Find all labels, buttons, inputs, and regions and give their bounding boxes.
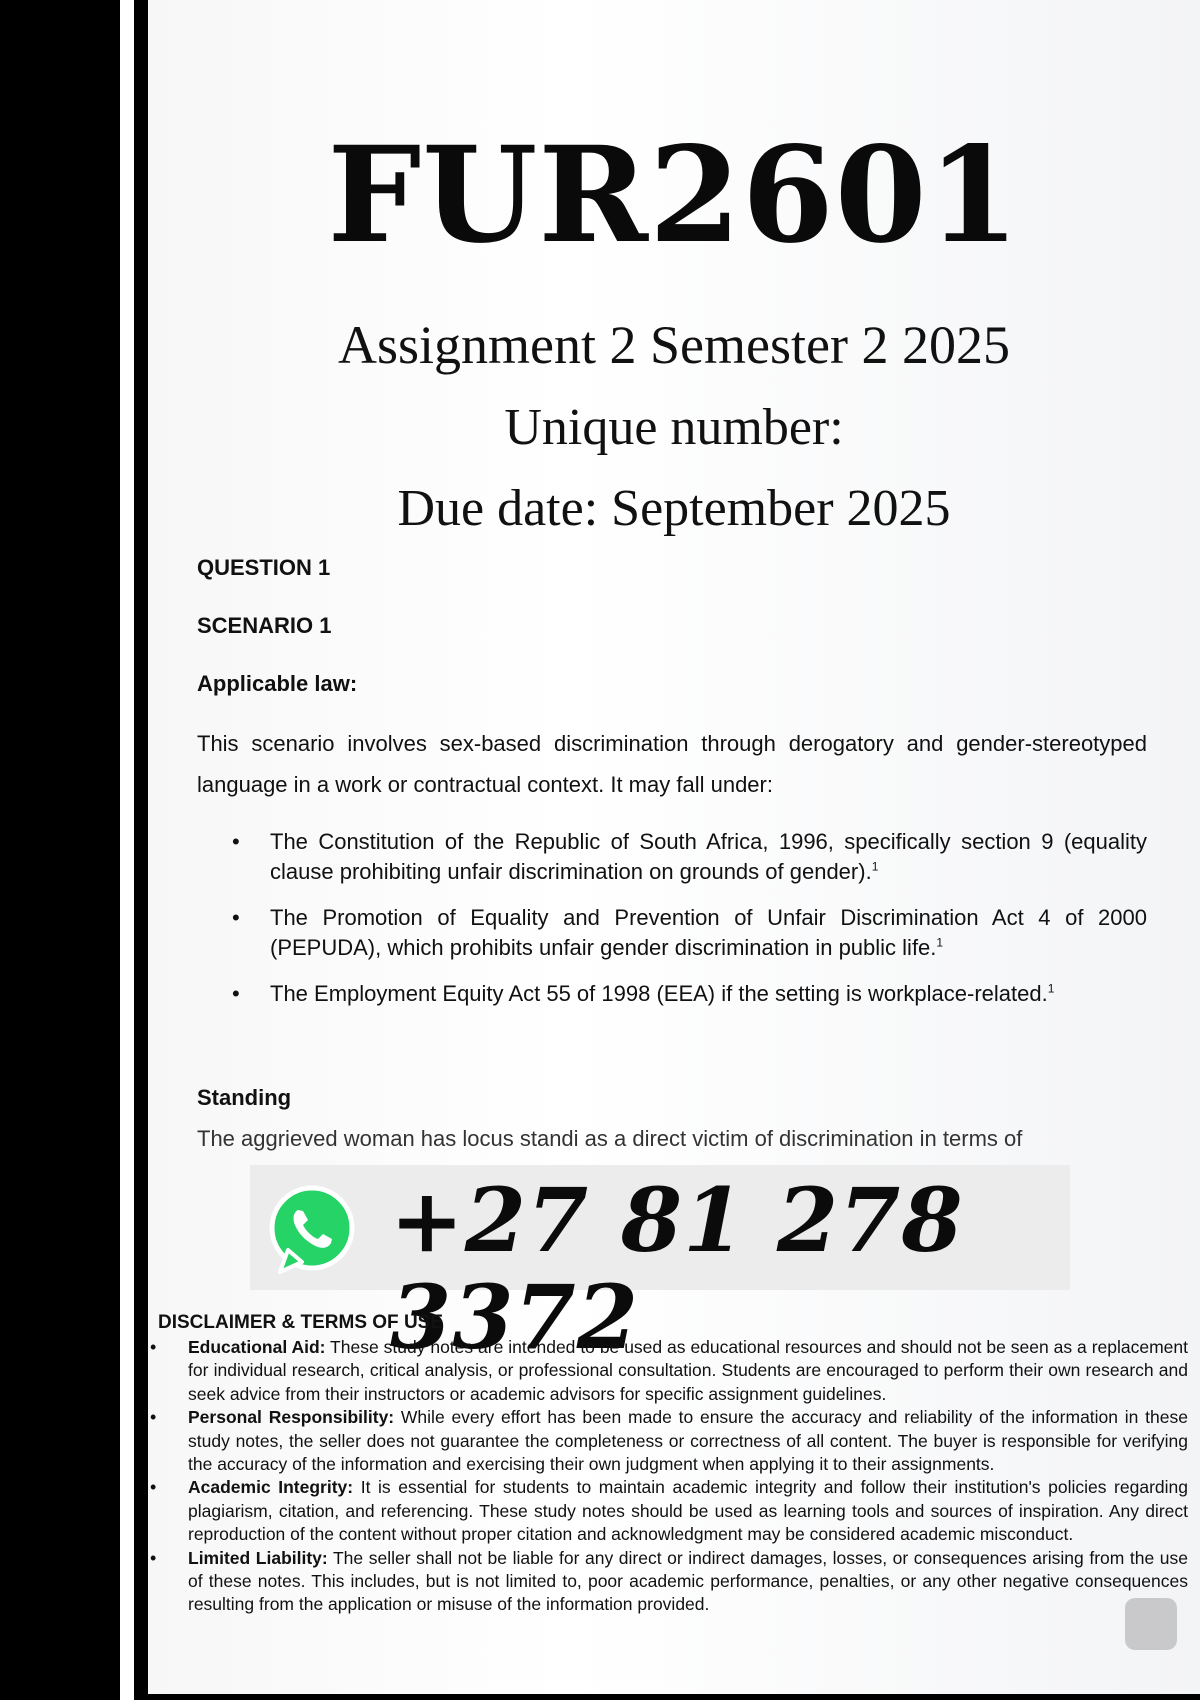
intro-paragraph: This scenario involves sex-based discrimination through derogatory and gender-stereotyped language in a work or contractual context. It may fall under: — [197, 731, 1147, 797]
cut-off-text: The aggrieved woman has locus standi as a direct victim of discrimination in terms of — [197, 1126, 1023, 1151]
scenario-heading: SCENARIO 1 — [197, 613, 332, 638]
left-gap — [120, 0, 134, 1700]
list-item: • The Employment Equity Act 55 of 1998 (EEA) if the setting is workplace-related.$^1$ — [197, 979, 1147, 1009]
law-list — [197, 827, 1147, 1025]
left-black-bar — [0, 0, 120, 1700]
list-item: • Personal Responsibility: While every effort has been made to ensure the accuracy and reliability of the information in these study notes, the seller does not guarantee the completeness or correctness of all content. The buyer is responsible for verifying the accuracy of the information and exercising their own judgment when applying it to their assignments. — [150, 1406, 1188, 1476]
disclaimer-title: DISCLAIMER & TERMS OF USE — [158, 1312, 444, 1333]
page-overlay-button[interactable] — [1125, 1598, 1177, 1650]
footnote-mark: 1 — [1047, 981, 1055, 996]
footnote-mark: 1 — [936, 935, 944, 950]
list-item: • Educational Aid: These study notes are intended to be used as educational resources and should not be seen as a replacement for individual research, critical analysis, or professional consultation. Students are encouraged to perform their own research and seek advice from their instructors or academic advisors for specific assignment guidelines. — [150, 1336, 1188, 1406]
unique-number-label: Unique number: — [504, 399, 844, 456]
left-black-line — [134, 0, 148, 1700]
bottom-border — [148, 1694, 1200, 1700]
whatsapp-icon — [262, 1180, 362, 1280]
applicable-law-heading: Applicable law: — [197, 671, 358, 696]
list-item: • Limited Liability: The seller shall not be liable for any direct or indirect damages, losses, or consequences arising from the use of these notes. This includes, but is not limited to, poor academic performance, penalties, or any other negative consequences resulting from the application or misuse of the information provided. — [150, 1547, 1188, 1617]
footnote-mark: 1 — [871, 859, 879, 874]
list-item: • The Constitution of the Republic of South Africa, 1996, specifically section 9 (equality clause prohibiting unfair discrimination on grounds of gender).$^1$ — [197, 827, 1147, 887]
standing-heading: Standing — [197, 1085, 292, 1110]
assignment-subtitle: Assignment 2 Semester 2 2025 — [338, 315, 1010, 375]
list-item: • The Promotion of Equality and Prevention of Unfair Discrimination Act 4 of 2000 (PEPUDA), which prohibits unfair gender discrimination in public life.$^1$ — [197, 903, 1147, 963]
disclaimer-list — [150, 1336, 1188, 1617]
due-date-label: Due date: September 2025 — [397, 480, 951, 537]
list-item: • Academic Integrity: It is essential for students to maintain academic integrity and follow their institution's policies regarding plagiarism, citation, and referencing. These study notes should be used as learning tools and sources of inspiration. Any direct reproduction of the content without proper citation and acknowledgment may be considered academic misconduct. — [150, 1476, 1188, 1546]
question-heading: QUESTION 1 — [197, 555, 331, 580]
course-code-title: FUR2601 — [327, 118, 1021, 273]
phone-number: +27 81 278 3372 — [390, 1168, 964, 1369]
